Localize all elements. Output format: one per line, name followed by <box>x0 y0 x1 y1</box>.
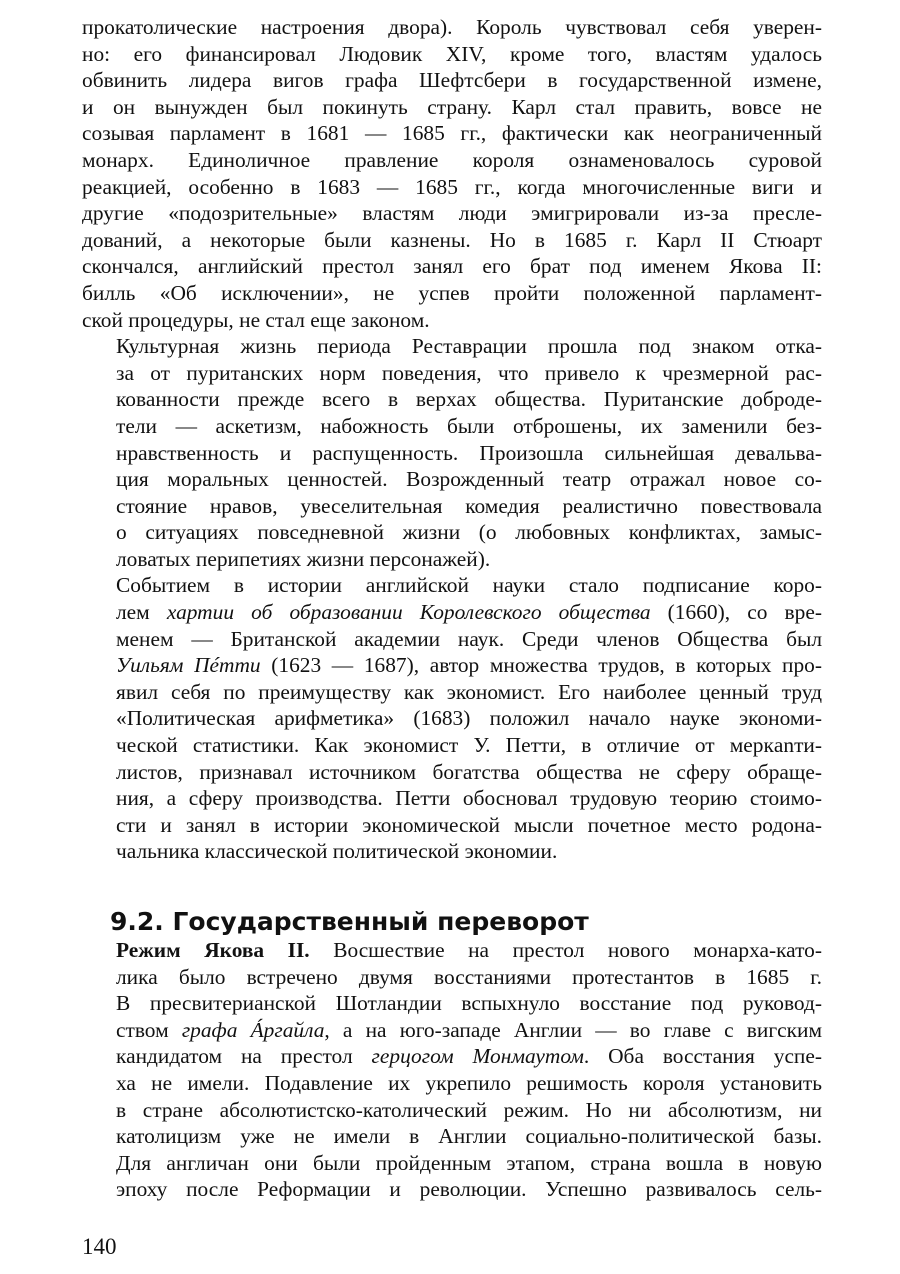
text-line: менем — Британской академии наук. Среди членов Общества был <box>116 626 822 651</box>
text-run: (1623 — 1687), автор множества трудов, в которых про- <box>260 653 822 678</box>
text-line: эпоху после Реформации и революции. Успешно развивалось сель- <box>116 1177 822 1202</box>
text-line: лика было встречено двумя восстаниями протестантов в 1685 г. <box>116 964 822 989</box>
text-line: кованности прежде всего в верхах общества. Пуританские доброде- <box>116 387 822 412</box>
text-run: лем <box>116 600 167 625</box>
text-line: за от пуританских норм поведения, что привело к чрезмерной рас- <box>116 360 822 385</box>
text-run: ством <box>116 1017 182 1042</box>
text-run: Восшествие на престол нового монарха-като- <box>309 938 822 962</box>
text-line: Для англичан они были пройденным этапом, страна вошла в новую <box>116 1150 822 1175</box>
body-text <box>82 14 822 1203</box>
text-line: ской процедуры, не стал еще законом. <box>82 307 430 332</box>
text-line: о ситуациях повседневной жизни (о любовных конфликтах, замыс- <box>116 520 822 545</box>
text-line: и он вынужден был покинуть страну. Карл стал править, вовсе не <box>82 94 822 119</box>
text-line: нравственность и распущенность. Произошла сильнейшая девальва- <box>116 440 822 465</box>
text-run: кандидатом на престол <box>116 1044 372 1069</box>
text-line: стояние нравов, увеселительная комедия реалистично повествовала <box>116 493 822 518</box>
text-line: В пресвитерианской Шотландии вспыхнуло восстание под руковод- <box>116 991 822 1016</box>
text-line: чальника классической политической экономии. <box>116 839 558 864</box>
text-line <box>82 1043 822 1070</box>
text-line: католицизм уже не имели в Англии социально-политической базы. <box>116 1124 822 1149</box>
emphasis-earl-argyll: графа Áргайла <box>181 1017 325 1042</box>
text-line: ческой статистики. Как экономист У. Петти, в отличие от меркanти- <box>116 733 822 758</box>
paragraph-4 <box>82 937 822 1203</box>
text-line: обвинить лидера вигов графа Шефтсбери в государственной измене, <box>82 68 822 93</box>
paragraph-3 <box>82 572 822 865</box>
text-line <box>82 1017 822 1044</box>
text-line: другие «подозрительные» властям люди эмигрировали из-за пресле- <box>82 201 822 226</box>
text-line <box>82 599 822 626</box>
emphasis-royal-society-charter: хартии об образовании Королевского общества <box>166 600 651 625</box>
text-line: в стране абсолютистско-католический режим. Но ни абсолютизм, ни <box>116 1097 822 1122</box>
text-line <box>82 937 822 964</box>
text-line: билль «Об исключении», не успев пройти положенной парламент- <box>82 280 822 305</box>
text-line: сти и занял в истории экономической мысли почетное место родона- <box>116 812 822 837</box>
text-line: прокатолические настроения двора). Король чувствовал себя уверен- <box>82 15 822 39</box>
text-line: скончался, английский престол занял его брат под именем Якова II: <box>82 254 822 279</box>
text-line: но: его финансировал Людовик XIV, кроме того, властям удалось <box>82 41 822 66</box>
text-line <box>82 652 822 679</box>
text-line: явил себя по преимуществу как экономист. Его наиболее ценный труд <box>116 679 822 704</box>
emphasis-william-petty: Уильям Пéтти <box>116 653 261 678</box>
text-line: ния, а сферу производства. Петти обосновал трудовую теорию стоимо- <box>116 786 822 811</box>
paragraph-1 <box>82 14 822 333</box>
text-run: . Оба восстания успе- <box>583 1044 822 1069</box>
text-line: ха не имели. Подавление их укрепило решимость короля установить <box>116 1070 822 1095</box>
text-line: ция моральных ценностей. Возрожденный театр отражал новое со- <box>116 467 822 492</box>
text-line: Событием в истории английской науки стало подписание коро- <box>116 573 822 598</box>
text-run: , а на юго-западе Англии — во главе с вигским <box>324 1017 823 1042</box>
page-number: 140 <box>82 1234 117 1259</box>
text-line: монарх. Единоличное правление короля ознаменовалось суровой <box>82 147 822 172</box>
text-line: реакцией, особенно в 1683 — 1685 гг., когда многочисленные виги и <box>82 174 822 199</box>
paragraph-2 <box>82 333 822 572</box>
text-line: созывая парламент в 1681 — 1685 гг., фактически как неограниченный <box>82 121 822 146</box>
run-in-heading: Режим Якова II. <box>116 938 310 962</box>
section-heading: 9.2. Государственный переворот <box>110 907 589 936</box>
text-line: «Политическая арифметика» (1683) положил начало науке экономи- <box>116 706 822 731</box>
text-line: ловатых перипетиях жизни персонажей). <box>116 546 491 571</box>
text-line: Культурная жизнь периода Реставрации прошла под знаком отка- <box>116 334 822 359</box>
text-line: тели — аскетизм, набожность были отброшены, их заменили без- <box>116 413 822 438</box>
text-line: дований, а некоторые были казнены. Но в 1685 г. Карл II Стюарт <box>82 227 822 252</box>
text-run: (1660), со вре- <box>650 600 822 625</box>
text-line: листов, признавал источником богатства общества не сферу обраще- <box>116 759 822 784</box>
emphasis-duke-monmouth: герцогом Монмаутом <box>371 1044 584 1069</box>
